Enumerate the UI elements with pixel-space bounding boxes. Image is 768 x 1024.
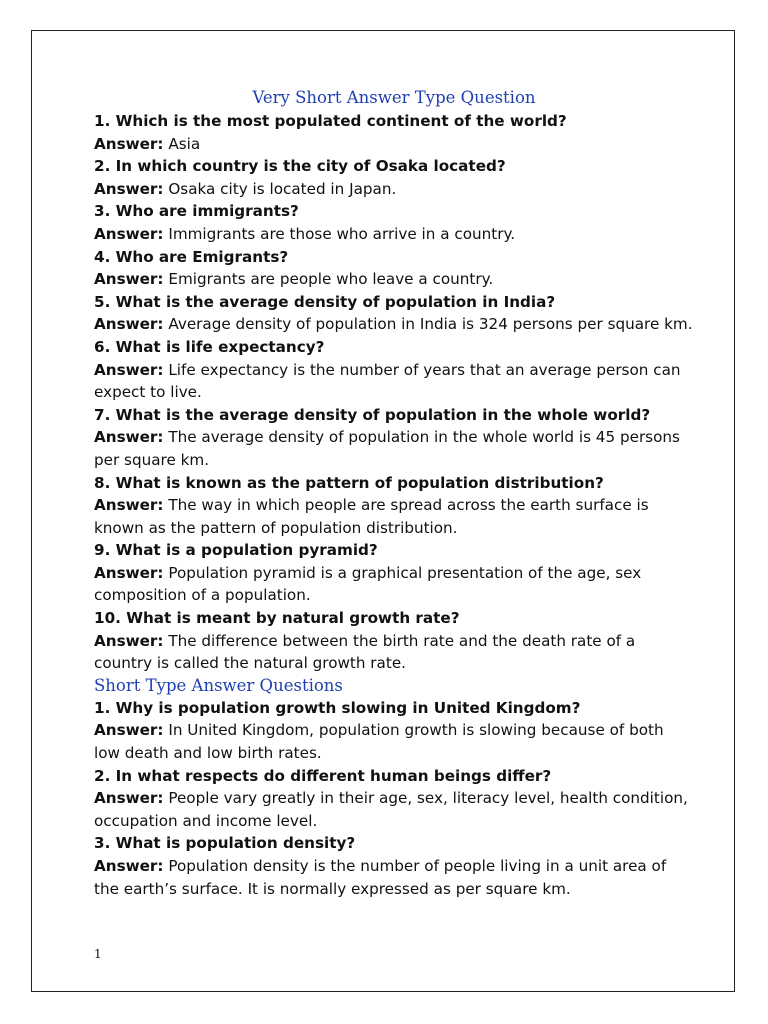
answer bbox=[94, 133, 694, 156]
answer-label: Answer: bbox=[94, 496, 164, 515]
answer-label: Answer: bbox=[94, 721, 164, 740]
qa-item bbox=[94, 336, 694, 404]
answer-label: Answer: bbox=[94, 360, 164, 379]
qa-item bbox=[94, 291, 694, 336]
answer bbox=[94, 719, 694, 764]
answer-label: Answer: bbox=[94, 428, 164, 447]
qa-item bbox=[94, 110, 694, 155]
answer bbox=[94, 223, 694, 246]
answer bbox=[94, 630, 694, 675]
answer bbox=[94, 855, 694, 900]
document-page bbox=[31, 30, 735, 992]
question: 6. What is life expectancy? bbox=[94, 337, 325, 356]
answer-label: Answer: bbox=[94, 857, 164, 875]
answer bbox=[94, 787, 694, 832]
answer-label: Answer: bbox=[94, 315, 164, 334]
answer bbox=[94, 494, 694, 539]
qa-item bbox=[94, 155, 694, 200]
answer-text: Emigrants are people who leave a country. bbox=[163, 270, 494, 289]
page-number: 1 bbox=[94, 947, 102, 961]
question: 4. Who are Emigrants? bbox=[94, 247, 289, 266]
page-content bbox=[94, 87, 694, 900]
answer-label: Answer: bbox=[94, 134, 164, 153]
qa-item bbox=[94, 246, 694, 291]
answer-label: Answer: bbox=[94, 224, 164, 243]
answer-label: Answer: bbox=[94, 789, 164, 808]
question: 1. Why is population growth slowing in United Kingdom? bbox=[94, 698, 581, 717]
qa-item bbox=[94, 472, 694, 540]
answer bbox=[94, 268, 694, 291]
qa-item bbox=[94, 832, 694, 900]
answer-label: Answer: bbox=[94, 270, 164, 289]
answer-text: The average density of population in the whole world is 45 persons per square km. bbox=[94, 428, 680, 469]
question: 3. What is population density? bbox=[94, 834, 356, 853]
answer-text: People vary greatly in their age, sex, literacy level, health condition, occupation and income level. bbox=[94, 789, 688, 830]
question: 10. What is meant by natural growth rate? bbox=[94, 609, 460, 628]
answer-text: Average density of population in India is 324 persons per square km. bbox=[163, 315, 693, 334]
answer-text: Life expectancy is the number of years that an average person can expect to live. bbox=[94, 360, 681, 402]
answer-label: Answer: bbox=[94, 563, 164, 582]
qa-item bbox=[94, 607, 694, 675]
answer-text: Population pyramid is a graphical presentation of the age, sex composition of a population. bbox=[94, 563, 642, 605]
answer-label: Answer: bbox=[94, 631, 164, 650]
answer bbox=[94, 359, 694, 404]
answer-label: Answer: bbox=[94, 179, 164, 198]
question: 7. What is the average density of population in the whole world? bbox=[94, 405, 651, 424]
question: 2. In what respects do different human beings differ? bbox=[94, 766, 552, 785]
answer bbox=[94, 313, 694, 336]
section-heading-short: Short Type Answer Questions bbox=[94, 675, 343, 695]
answer-text: Asia bbox=[163, 134, 201, 153]
qa-item bbox=[94, 404, 694, 472]
qa-item bbox=[94, 539, 694, 607]
answer bbox=[94, 178, 694, 201]
question: 1. Which is the most populated continent of the world? bbox=[94, 112, 567, 130]
answer-text: The difference between the birth rate and the death rate of a country is called the natural growth rate. bbox=[94, 631, 636, 673]
answer-text: In United Kingdom, population growth is slowing because of both low death and low birth rates. bbox=[94, 721, 664, 763]
section-heading-very-short: Very Short Answer Type Question bbox=[252, 88, 536, 107]
answer-text: Immigrants are those who arrive in a country. bbox=[163, 224, 516, 243]
answer-text: Osaka city is located in Japan. bbox=[163, 179, 397, 198]
qa-item bbox=[94, 697, 694, 765]
answer bbox=[94, 562, 694, 607]
qa-item bbox=[94, 765, 694, 833]
answer-text: The way in which people are spread across the earth surface is known as the pattern of population distribution. bbox=[94, 496, 649, 537]
question: 9. What is a population pyramid? bbox=[94, 541, 378, 560]
qa-item bbox=[94, 200, 694, 245]
answer-text: Population density is the number of people living in a unit area of the earth’s surface. It is normally expressed as per square km. bbox=[94, 857, 667, 898]
question: 8. What is known as the pattern of population distribution? bbox=[94, 473, 604, 492]
question: 5. What is the average density of population in India? bbox=[94, 292, 556, 311]
question: 2. In which country is the city of Osaka located? bbox=[94, 157, 506, 176]
answer bbox=[94, 426, 694, 471]
question: 3. Who are immigrants? bbox=[94, 202, 299, 221]
